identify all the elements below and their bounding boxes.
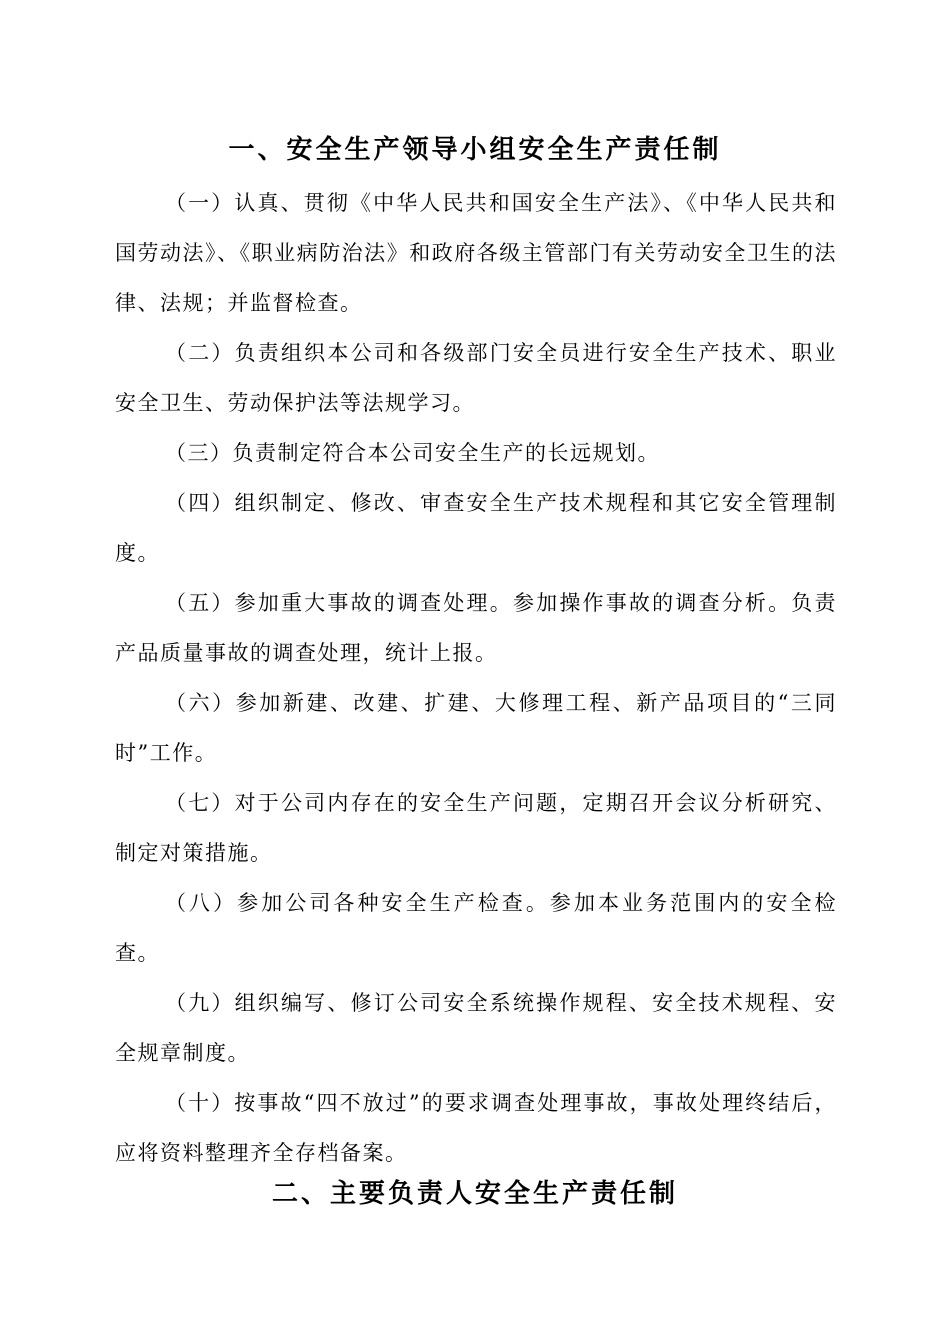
section-1-body: [115, 178, 837, 1178]
paragraph-5: （五）参加重大事故的调查处理。参加操作事故的调查分析。负责产品质量事故的调查处理，统计上报。: [115, 591, 837, 665]
paragraph-8: （八）参加公司各种安全生产检查。参加本业务范围内的安全检查。: [115, 891, 837, 965]
paragraph-9: （九）组织编写、修订公司安全系统操作规程、安全技术规程、安全规章制度。: [115, 991, 837, 1065]
paragraph-4: （四）组织制定、修改、审查安全生产技术规程和其它安全管理制度。: [115, 491, 837, 565]
section-1-title: 一、安全生产领导小组安全生产责任制: [228, 135, 722, 165]
section-2-title: 二、主要负责人安全生产责任制: [271, 1179, 678, 1209]
paragraph-2: （二）负责组织本公司和各级部门安全员进行安全生产技术、职业安全卫生、劳动保护法等法规学习。: [115, 341, 837, 415]
paragraph-10: （十）按事故“四不放过”的要求调查处理事故，事故处理终结后，应将资料整理齐全存档备案。: [115, 1091, 837, 1165]
paragraph-7: （七）对于公司内存在的安全生产问题，定期召开会议分析研究、制定对策措施。: [115, 791, 837, 865]
paragraph-6: （六）参加新建、改建、扩建、大修理工程、新产品项目的“三同时”工作。: [115, 691, 837, 765]
paragraph-1: （一）认真、贯彻《中华人民共和国安全生产法》、《中华人民共和国劳动法》、《职业病防治法》和政府各级主管部门有关劳动安全卫生的法律、法规；并监督检查。: [115, 191, 837, 315]
paragraph-3: （三）负责制定符合本公司安全生产的长远规划。: [165, 441, 660, 465]
